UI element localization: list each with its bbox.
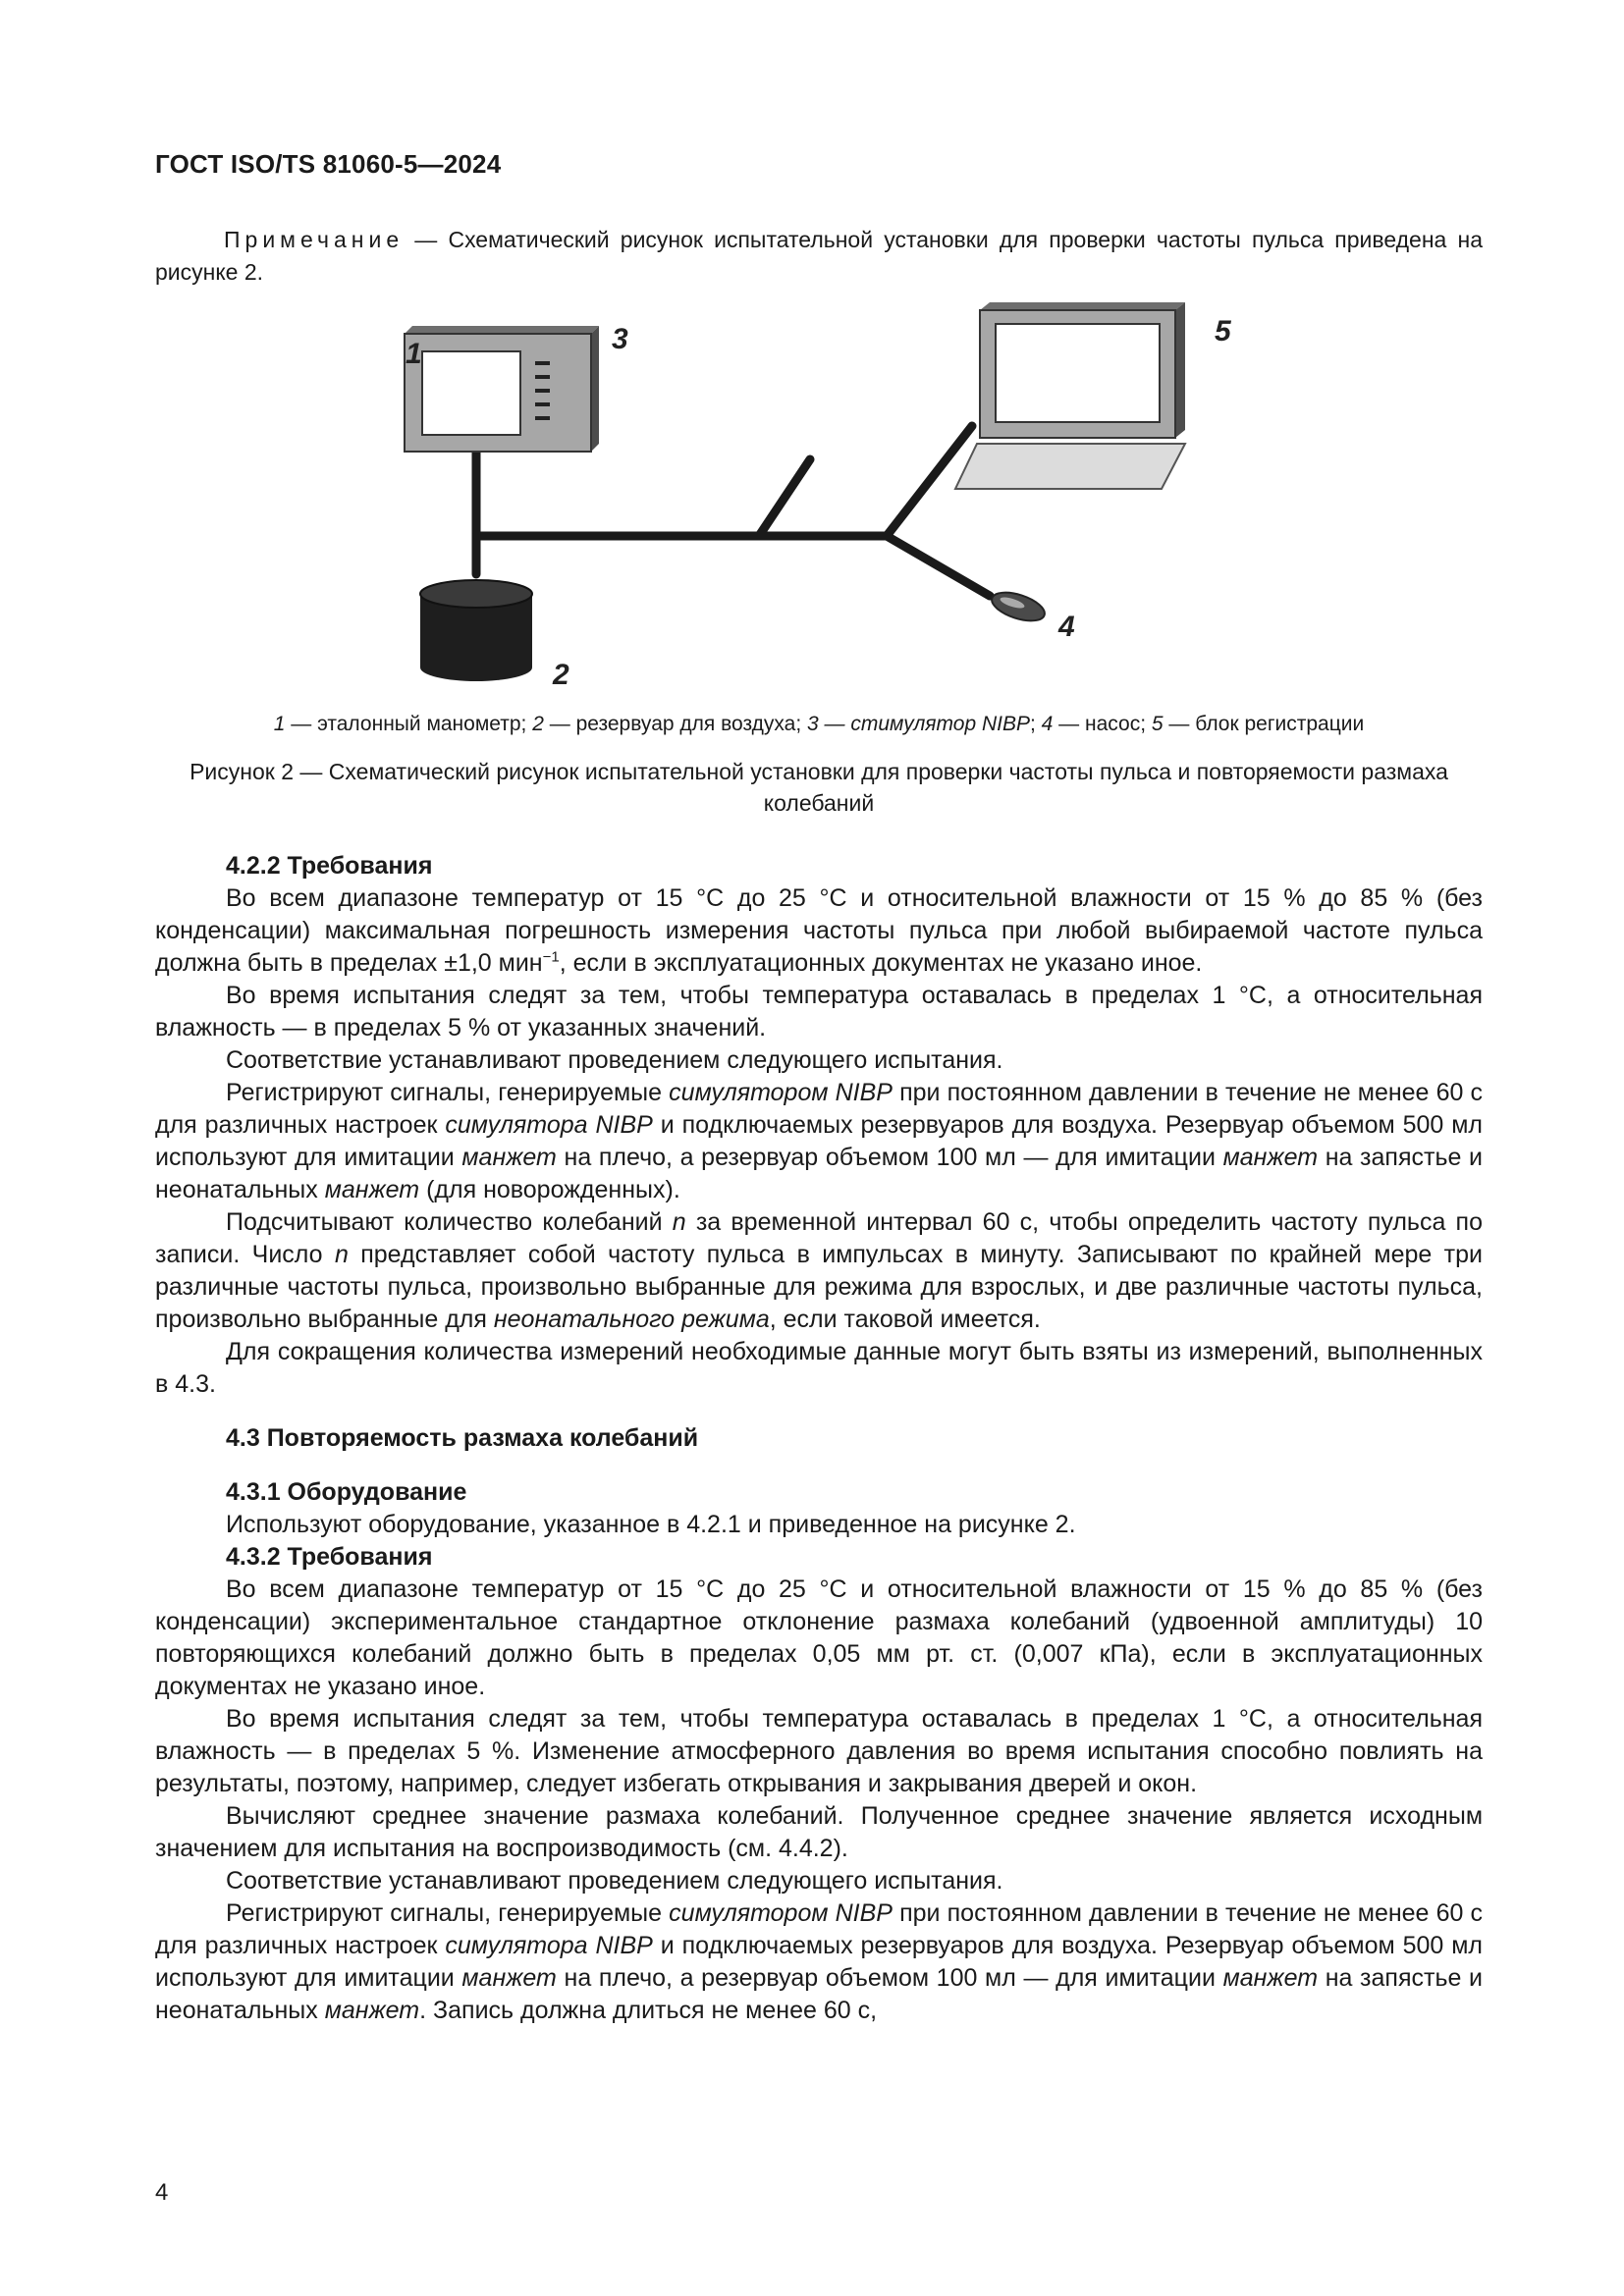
italic-term: симулятором NIBP xyxy=(669,1079,893,1106)
text-run: представляет собой частоту пульса в импульсах в минуту. Записывают по крайней мере три различные частоты пульса, произвольно выбранные для режима для взрослых, и две различные частоты пульса, произвольно выбранные для xyxy=(155,1241,1483,1333)
callout-1: 1 xyxy=(406,338,422,370)
figure-legend xyxy=(155,713,1483,736)
nibp-simulator xyxy=(405,326,599,452)
legend-num-4: 4 xyxy=(1041,713,1054,735)
text-run: Регистрируют сигналы, генерируемые xyxy=(226,1079,670,1106)
test-setup-figure xyxy=(388,294,1242,697)
paragraph: Во время испытания следят за тем, чтобы температура оставалась в пределах 1 °С, а относительная влажность — в пределах 5 %. Изменение атмосферного давления во время испытания способно повлиять на результаты, поэтому, например, следует избегать открывания и закрывания дверей и окон. xyxy=(155,1705,1483,1797)
text-run: , если в эксплуатационных документах не указано иное. xyxy=(559,949,1203,977)
superscript: −1 xyxy=(542,948,560,966)
text-run: на запястье и неонатальных xyxy=(155,1964,1483,2024)
italic-term: симулятора NIBP xyxy=(445,1932,653,1959)
italic-term: n xyxy=(334,1241,349,1268)
callout-5: 5 xyxy=(1215,315,1231,347)
page-number: 4 xyxy=(155,2179,169,2206)
callout-4: 4 xyxy=(1058,611,1075,643)
paragraph xyxy=(155,1897,1483,2027)
text-run: (для новорожденных). xyxy=(419,1176,680,1203)
note-label: Примечание xyxy=(224,227,405,252)
paragraph: Для сокращения количества измерений необходимые данные могут быть взяты из измерений, выполненных в 4.3. xyxy=(155,1338,1483,1398)
document-header: ГОСТ ISO/TS 81060-5—2024 xyxy=(155,149,502,179)
italic-term: симулятора NIBP xyxy=(445,1111,653,1139)
paragraph: Используют оборудование, указанное в 4.2.1 и приведенное на рисунке 2. xyxy=(226,1511,1076,1538)
callout-3: 3 xyxy=(612,323,628,355)
document-body xyxy=(155,850,1483,2027)
text-run: . Запись должна длиться не менее 60 с, xyxy=(419,1997,878,2024)
text-run: и подключаемых резервуаров для воздуха. Резервуар объемом 500 мл используют для имитации xyxy=(155,1111,1483,1171)
legend-num-1: 1 xyxy=(273,713,286,735)
italic-term: манжет xyxy=(461,1964,557,1992)
note-paragraph xyxy=(155,224,1483,289)
hand-pump xyxy=(989,587,1049,626)
legend-text-2: — резервуар для воздуха; xyxy=(543,713,807,735)
text-run: Регистрируют сигналы, генерируемые xyxy=(226,1899,670,1927)
recording-unit xyxy=(955,302,1185,489)
paragraph xyxy=(155,1206,1483,1336)
italic-term: манжет xyxy=(1222,1144,1319,1171)
legend-text-3: — стимулятор NIBP xyxy=(818,713,1030,735)
text-run: и подключаемых резервуаров для воздуха. Резервуар объемом 500 мл используют для имитации xyxy=(155,1932,1483,1992)
legend-num-5: 5 xyxy=(1151,713,1164,735)
heading-4-3: 4.3 Повторяемость размаха колебаний xyxy=(226,1424,699,1452)
figure-caption: Рисунок 2 — Схематический рисунок испытательной установки для проверки частоты пульса и повторяемости размаха колебаний xyxy=(189,759,1448,816)
legend-text-1: — эталонный манометр; xyxy=(285,713,533,735)
paragraph: Соответствие устанавливают проведением следующего испытания. xyxy=(226,1867,1003,1895)
paragraph: Вычисляют среднее значение размаха колебаний. Полученное среднее значение является исходным значением для испытания на воспроизводимость (см. 4.4.2). xyxy=(155,1802,1483,1862)
text-run: при постоянном давлении в течение не менее 60 с для различных настроек xyxy=(155,1899,1484,1959)
text-run: на плечо, а резервуар объемом 100 мл — для имитации xyxy=(556,1964,1223,1992)
italic-term: манжет xyxy=(324,1997,420,2024)
italic-term: симулятором NIBP xyxy=(669,1899,893,1927)
italic-term: манжет xyxy=(461,1144,557,1171)
italic-term: n xyxy=(672,1208,686,1236)
text-run: Во всем диапазоне температур от 15 °С до 25 °С и относительной влажности от 15 % до 85 % (без конденсации) максимальная погрешность измерения частоты пульса при любой выбираемой частоте пульса должна быть в пределах ±1,0 мин xyxy=(155,884,1483,977)
paragraph: Во время испытания следят за тем, чтобы температура оставалась в пределах 1 °С, а относительная влажность — в пределах 5 % от указанных значений. xyxy=(155,982,1483,1041)
paragraph: Во всем диапазоне температур от 15 °С до 25 °С и относительной влажности от 15 % до 85 % (без конденсации) экспериментальное стандартное отклонение размаха колебаний (удвоенной амплитуды) 10 повторяющихся колебаний должно быть в пределах 0,05 мм рт. ст. (0,007 кПа), если в эксплуатационных документах не указано иное. xyxy=(155,1575,1483,1700)
heading-4-3-2: 4.3.2 Требования xyxy=(226,1543,433,1571)
legend-sep-3: ; xyxy=(1029,713,1042,735)
legend-text-4: — насос; xyxy=(1053,713,1152,735)
paragraph xyxy=(155,882,1483,980)
italic-term: неонатального режима xyxy=(493,1306,770,1333)
text-run: на запястье и неонатальных xyxy=(155,1144,1483,1203)
legend-num-3: 3 xyxy=(807,713,819,735)
legend-text-5: — блок регистрации xyxy=(1163,713,1365,735)
text-run: при постоянном давлении в течение не менее 60 с для различных настроек xyxy=(155,1079,1484,1139)
text-run: на плечо, а резервуар объемом 100 мл — для имитации xyxy=(556,1144,1223,1171)
note-text: — Схематический рисунок испытательной установки для проверки частоты пульса приведена на рисунке 2. xyxy=(155,227,1483,285)
air-reservoir xyxy=(420,580,532,681)
heading-4-3-1: 4.3.1 Оборудование xyxy=(226,1478,467,1506)
paragraph: Соответствие устанавливают проведением следующего испытания. xyxy=(226,1046,1003,1074)
italic-term: манжет xyxy=(1222,1964,1319,1992)
italic-term: манжет xyxy=(324,1176,420,1203)
callout-2: 2 xyxy=(553,659,569,691)
legend-num-2: 2 xyxy=(532,713,544,735)
text-run: , если таковой имеется. xyxy=(769,1306,1041,1333)
paragraph xyxy=(155,1077,1483,1206)
text-run: за временной интервал 60 с, чтобы определить частоту пульса по записи. Число xyxy=(155,1208,1483,1268)
text-run: Подсчитывают количество колебаний xyxy=(226,1208,673,1236)
heading-4-2-2: 4.2.2 Требования xyxy=(226,852,433,880)
